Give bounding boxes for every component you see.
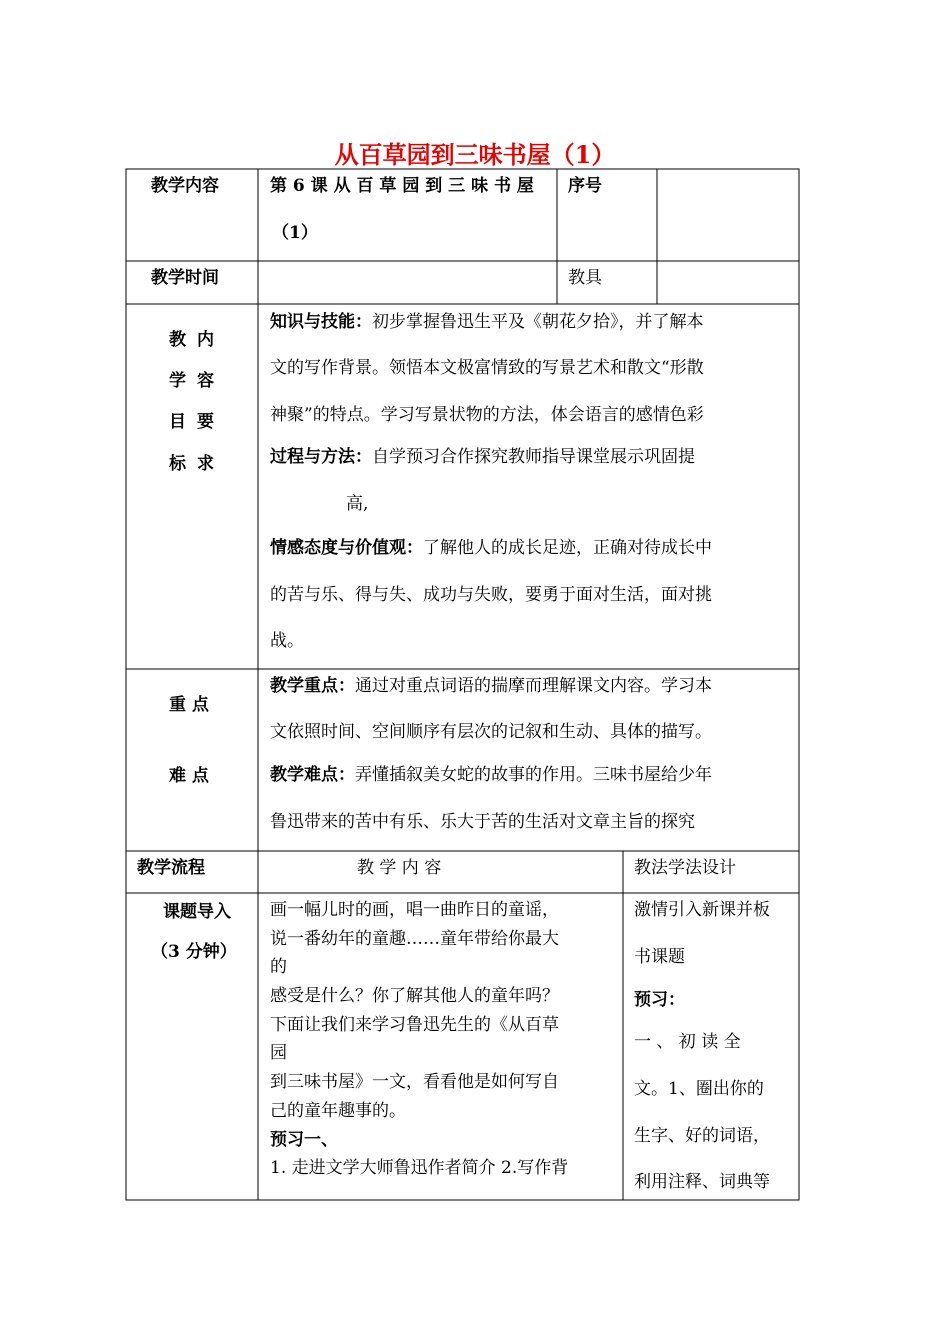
difficulty-text: 弄懂插叙美女蛇的故事的作用。三味书屋给少年 [355, 765, 712, 785]
method-line: 生字、好的词语， [634, 1126, 770, 1146]
objectives-label-char: 内 [197, 330, 214, 350]
process-line2: 高, [346, 494, 369, 514]
objectives-label-char: 目 [169, 412, 186, 432]
difficulty-line1 [270, 763, 712, 787]
intro-line: 的 [270, 957, 287, 977]
objectives-label-char: 求 [197, 454, 214, 474]
process-line1 [270, 445, 695, 469]
intro-line: 下面让我们来学习鲁迅先生的《从百草 [270, 1015, 559, 1035]
preview-title: 预习一、 [270, 1130, 338, 1150]
process-text: 自学预习合作探究教师指导课堂展示巩固提 [372, 447, 695, 467]
difficulty-line2: 鲁迅带来的苦中有乐、乐大于苦的生活对文章主旨的探究 [270, 812, 695, 832]
knowledge-line3: 神聚”的特点。学习写景状物的方法，体会语言的感情色彩 [270, 405, 704, 425]
serial-label: 序号 [568, 176, 602, 196]
intro-line: 园 [270, 1043, 287, 1063]
knowledge-title: 知识与技能： [270, 312, 372, 332]
teaching-tools-label: 教具 [568, 268, 602, 288]
document-title: 从百草园到三味书屋（1） [334, 140, 616, 169]
method-line: 书课题 [634, 947, 685, 967]
method-preview-title: 预习： [634, 990, 685, 1010]
intro-line: 画一幅儿时的画，唱一曲昨日的童谣， [270, 900, 559, 920]
intro-line: 己的童年趣事的。 [270, 1101, 406, 1121]
intro-line: 感受是什么？你了解其他人的童年吗？ [270, 986, 559, 1006]
process-title: 过程与方法： [270, 447, 372, 467]
objectives-label-char: 要 [197, 412, 214, 432]
flow-header-content: 教 学 内 容 [357, 858, 442, 878]
key-point-line1 [270, 674, 712, 698]
method-line: 激情引入新课并板 [634, 900, 770, 920]
objectives-label-char: 容 [197, 371, 214, 391]
objectives-label-char: 学 [169, 371, 186, 391]
lesson-title-line1: 第 6 课 从 百 草 园 到 三 味 书 屋 [270, 176, 534, 196]
emotion-line2: 的苦与乐、得与失、成功与失败，要勇于面对生活，面对挑 [270, 585, 712, 605]
intro-line: 到三味书屋》一文，看看他是如何写自 [270, 1072, 559, 1092]
key-point-line2: 文依照时间、空间顺序有层次的记叙和生动、具体的描写。 [270, 722, 712, 742]
intro-label: 课题导入 [163, 902, 231, 922]
intro-time: （3 分钟） [151, 942, 237, 962]
key-point-text: 通过对重点词语的揣摩而理解课文内容。学习本 [355, 676, 712, 696]
flow-header-process: 教学流程 [137, 858, 205, 878]
key-point-label: 重 点 [169, 695, 209, 715]
teaching-time-label: 教学时间 [151, 268, 219, 288]
method-line: 文。1、圈出你的 [634, 1079, 764, 1099]
lesson-title-line2: （1） [272, 223, 318, 243]
difficulty-title: 教学难点： [270, 765, 355, 785]
knowledge-text: 初步掌握鲁迅生平及《朝花夕拾》，并了解本 [372, 312, 704, 332]
objectives-label-char: 标 [169, 454, 186, 474]
knowledge-line1 [270, 310, 704, 334]
emotion-title: 情感态度与价值观： [270, 538, 423, 558]
method-line: 一 、 初 读 全 [634, 1032, 741, 1052]
emotion-text: 了解他人的成长足迹，正确对待成长中 [423, 538, 712, 558]
flow-header-method: 教法学法设计 [634, 858, 736, 878]
preview-line1: 1. 走进文学大师鲁迅作者简介 2.写作背 [270, 1158, 569, 1178]
method-line: 利用注释、词典等 [634, 1172, 770, 1192]
knowledge-line2: 文的写作背景。领悟本文极富情致的写景艺术和散文“形散 [270, 358, 704, 378]
emotion-line1 [270, 536, 712, 560]
difficulty-label: 难 点 [169, 766, 209, 786]
teaching-content-label: 教学内容 [151, 176, 219, 196]
key-point-title: 教学重点： [270, 676, 355, 696]
intro-line: 说一番幼年的童趣……童年带给你最大 [270, 929, 559, 949]
objectives-label-char: 教 [169, 330, 186, 350]
emotion-line3: 战。 [270, 631, 304, 651]
